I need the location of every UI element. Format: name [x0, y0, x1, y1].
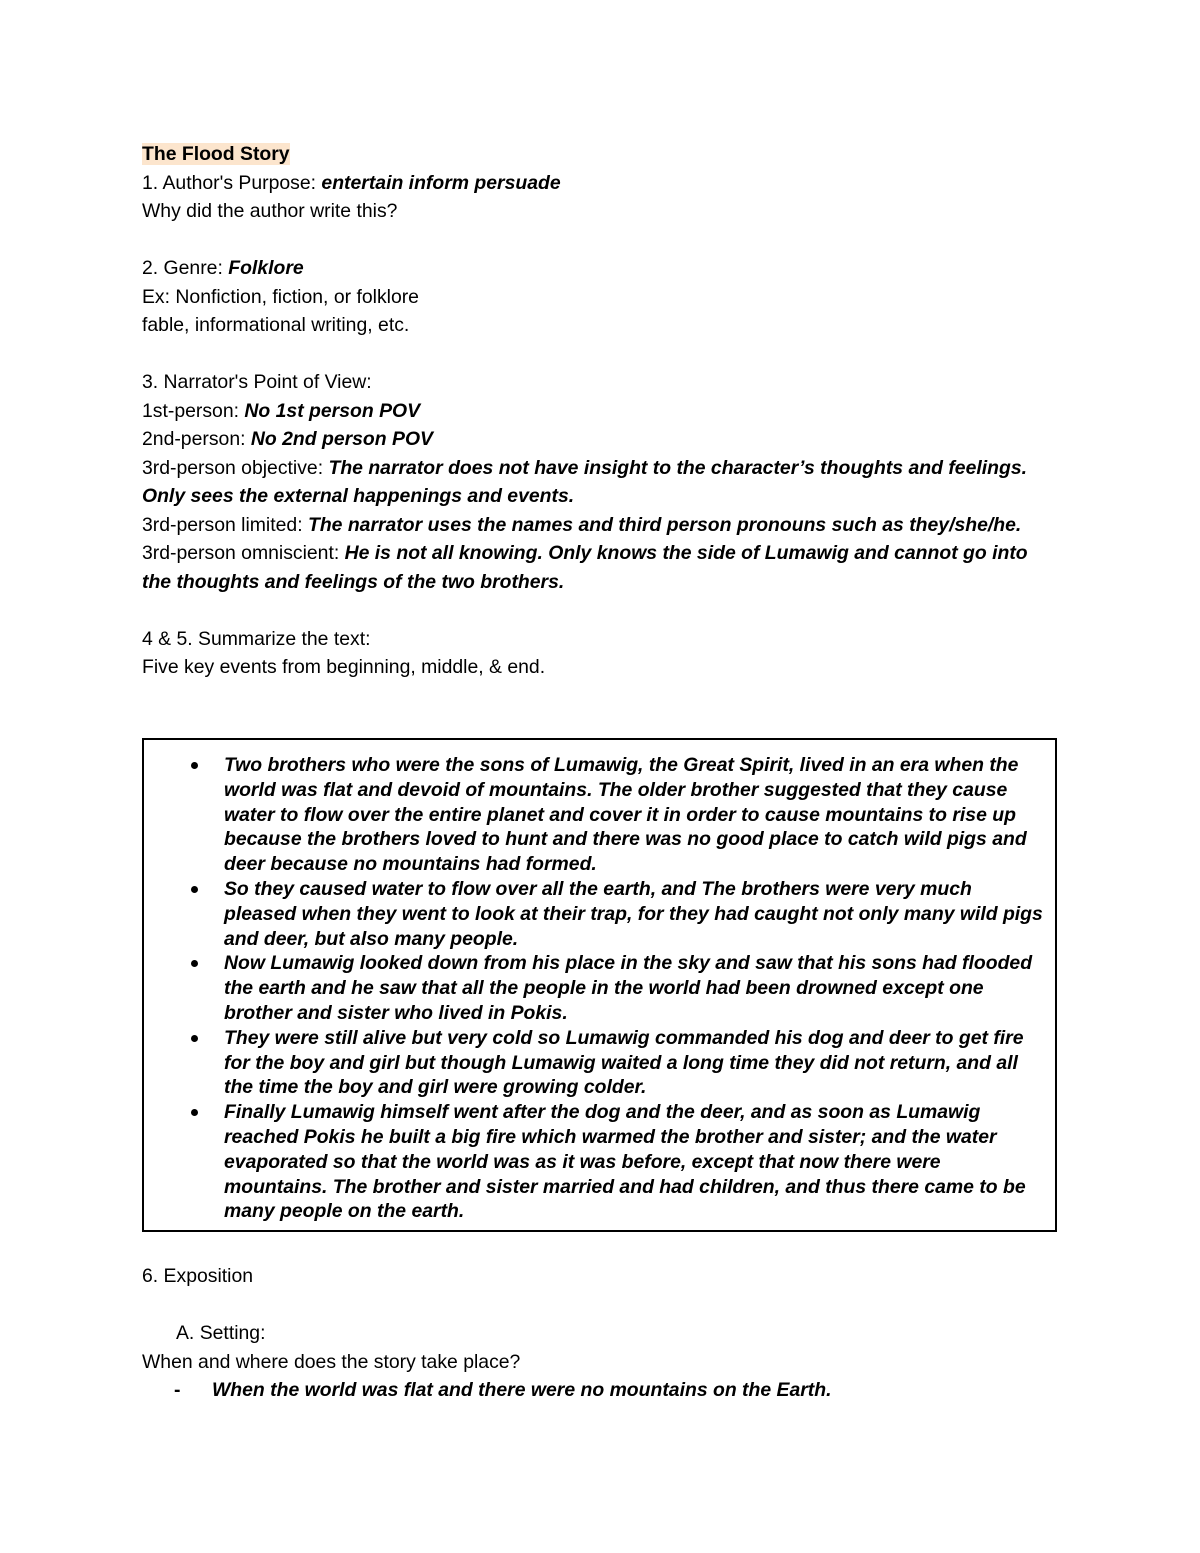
- worksheet-body: [142, 140, 1062, 682]
- bullet-icon: [191, 960, 198, 967]
- pov-objective-line: [142, 454, 1062, 511]
- setting-label: A. Setting:: [176, 1322, 266, 1344]
- bullet-icon: [191, 886, 198, 893]
- genre-label: 2. Genre:: [142, 257, 229, 279]
- purpose-prompt: Why did the author write this?: [142, 200, 398, 222]
- bullet-icon: [191, 1035, 198, 1042]
- summary-list: [144, 753, 1056, 1224]
- summary-heading: 4 & 5. Summarize the text:: [142, 627, 371, 650]
- pov-limited-line: [142, 511, 1062, 540]
- pov-first-label: 1st-person:: [142, 399, 245, 422]
- purpose-label: 1. Author's Purpose:: [142, 171, 322, 194]
- purpose-answer: entertain inform persuade: [321, 171, 561, 194]
- genre-hint-1: Ex: Nonfiction, fiction, or folklore: [142, 285, 419, 308]
- setting-prompt: When and where does the story take place?: [142, 1350, 521, 1373]
- setting-answer: When the world was flat and there were no mountains on the Earth.: [212, 1379, 832, 1401]
- summary-box: [142, 738, 1057, 1232]
- setting-answer-line: [142, 1376, 1062, 1405]
- purpose-line: [142, 169, 1062, 198]
- pov-first-line: [142, 397, 1062, 426]
- document-title: The Flood Story: [142, 143, 290, 165]
- summary-event: Two brothers who were the sons of Lumawig, the Great Spirit, lived in an era when the world was flat and devoid of mountains. The older brother suggested that they cause water to flow over the entire planet and cover it in order to cause mountains to rise up because the brothers loved to hunt and there was no good place to catch wild pigs and deer because no mountains had formed.: [144, 753, 1056, 877]
- pov-limited-answer: The narrator uses the names and third person pronouns such as they/she/he.: [307, 513, 1022, 536]
- summary-event: So they caused water to flow over all the earth, and The brothers were very much pleased when they went to look at their trap, for they had caught not only many wild pigs and deer, but also many people.: [144, 877, 1056, 951]
- summary-event: Finally Lumawig himself went after the dog and the deer, and as soon as Lumawig reached Pokis he built a big fire which warmed the brother and sister; and the water evaporated so that the world was as it was before, except that now there were mountains. The brother and sister married and had children, and thus there came to be many people on the earth.: [144, 1100, 1056, 1224]
- bullet-icon: [191, 1109, 198, 1116]
- pov-heading: 3. Narrator's Point of View:: [142, 371, 372, 393]
- pov-objective-answer: The narrator does not have insight to the character’s thoughts and feelings. Only sees the external happenings and events.: [142, 456, 1028, 507]
- exposition-section: [142, 1262, 1062, 1405]
- summary-event: Now Lumawig looked down from his place in the sky and saw that his sons had flooded the earth and he saw that all the people in the world had been drowned except one brother and sister who lived in Pokis.: [144, 951, 1056, 1025]
- pov-omniscient-answer: He is not all knowing. Only knows the side of Lumawig and cannot go into the thoughts and feelings of the two brothers.: [142, 542, 1028, 593]
- bullet-icon: [191, 762, 198, 769]
- genre-answer: Folklore: [228, 257, 304, 279]
- dash-marker: -: [174, 1379, 181, 1401]
- pov-second-line: [142, 425, 1062, 454]
- summary-event: They were still alive but very cold so Lumawig commanded his dog and deer to get fire for the boy and girl but though Lumawig waited a long time they did not return, and all the time the boy and girl were growing colder.: [144, 1026, 1056, 1100]
- genre-line: [142, 254, 1062, 283]
- pov-objective-label: 3rd-person objective:: [142, 456, 329, 479]
- title-line: [142, 140, 1062, 169]
- genre-hint-2: fable, informational writing, etc.: [142, 314, 410, 336]
- summary-prompt: Five key events from beginning, middle, & end.: [142, 656, 546, 678]
- pov-omniscient-line: [142, 539, 1062, 596]
- pov-second-answer: No 2nd person POV: [250, 428, 433, 450]
- exposition-heading: 6. Exposition: [142, 1265, 254, 1287]
- pov-second-label: 2nd-person:: [142, 428, 251, 450]
- pov-limited-label: 3rd-person limited:: [142, 513, 308, 536]
- pov-omniscient-label: 3rd-person omniscient:: [142, 542, 345, 564]
- pov-first-answer: No 1st person POV: [244, 399, 421, 422]
